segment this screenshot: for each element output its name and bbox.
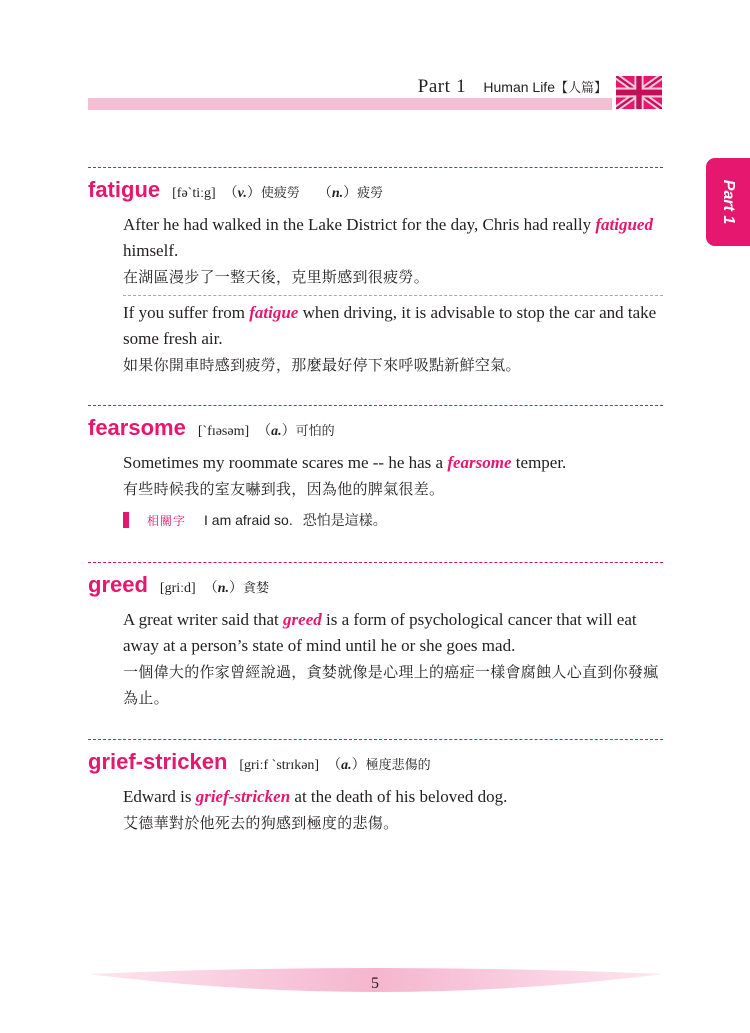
part-of-speech: a. — [271, 424, 282, 439]
page-number: 5 — [371, 975, 379, 992]
example — [123, 212, 663, 290]
section-subtitle: Human Life — [483, 79, 555, 95]
meaning: 極度悲傷的 — [365, 758, 431, 773]
header-bar — [88, 98, 612, 110]
pronunciation: [ˋfɪəsəm] — [197, 424, 250, 439]
pronunciation: [griːd] — [159, 581, 196, 596]
keyword-highlight: fatigued — [595, 215, 653, 234]
running-head — [418, 76, 607, 98]
example — [123, 450, 663, 502]
related-translation: 恐怕是這樣。 — [302, 513, 387, 529]
part-side-tab — [706, 158, 750, 246]
keyword-highlight: grief-stricken — [195, 787, 291, 806]
example-divider — [123, 295, 663, 296]
part-label: Part — [417, 76, 451, 97]
example — [123, 300, 663, 378]
part-number: 1 — [456, 76, 466, 97]
keyword-highlight: greed — [283, 610, 322, 629]
example-sentence-zh: 在湖區漫步了一整天後，克里斯感到很疲勞。 — [123, 268, 430, 286]
pronunciation: [fəˋtiːg] — [172, 186, 216, 201]
example-sentence-en: Edward is grief-stricken at the death of his beloved dog. — [123, 787, 508, 806]
example-sentence-en: If you suffer from fatigue when driving, it is advisable to stop the car and take some fresh air. — [123, 303, 657, 348]
entry-greed — [88, 562, 663, 711]
pronunciation: [griːf ˋstrɪkən] — [239, 758, 320, 773]
meaning: 可怕的 — [295, 424, 335, 439]
entry-grief-stricken — [88, 739, 663, 836]
part-of-speech: v. — [237, 186, 247, 201]
keyword-highlight: fearsome — [447, 453, 512, 472]
headword: greed — [88, 572, 148, 597]
meaning: 貪婪 — [242, 581, 269, 596]
headword: grief-stricken — [88, 749, 228, 774]
meaning: 使疲勞 — [260, 186, 300, 201]
union-jack-flag-icon — [616, 76, 662, 109]
example-sentence-en: A great writer said that greed is a form of psychological cancer that will eat away at a person’s state of mind until he or she goes mad. — [123, 610, 637, 655]
part-of-speech: n. — [331, 186, 344, 201]
example-sentence-zh: 如果你開車時感到疲勞，那麼最好停下來呼吸點新鮮空氣。 — [123, 356, 521, 374]
entry-divider — [88, 167, 663, 168]
example — [123, 607, 663, 711]
entry-headword-row: fearsome [ˋfɪəsəm] （a.）可怕的 — [88, 415, 335, 440]
side-tab-label: Part 1 — [720, 179, 737, 225]
headword: fatigue — [88, 177, 161, 202]
entry-fatigue — [88, 167, 663, 378]
example-sentence-zh: 艾德華對於他死去的狗感到極度的悲傷。 — [123, 814, 399, 832]
related-label: 相關字 — [147, 514, 187, 528]
related-marker — [123, 512, 129, 528]
related-word — [123, 510, 663, 531]
example-sentence-en: Sometimes my roommate scares me -- he has a fearsome temper. — [123, 453, 567, 472]
page-header — [88, 72, 663, 112]
headword: fearsome — [88, 415, 186, 440]
keyword-highlight: fatigue — [249, 303, 299, 322]
related-phrase: I am afraid so. — [204, 512, 293, 528]
example-sentence-en: After he had walked in the Lake District for the day, Chris had really fatigued himself. — [123, 215, 653, 260]
example-sentence-zh: 有些時候我的室友嚇到我，因為他的脾氣很差。 — [123, 480, 445, 498]
example-sentence-zh: 一個偉大的作家曾經說過，貪婪就像是心理上的癌症一樣會腐蝕人心直到你發瘋為止。 — [123, 663, 659, 707]
entry-headword-row: greed [griːd] （n.）貪婪 — [88, 572, 269, 597]
meaning: 疲勞 — [357, 186, 384, 201]
section-bracket: 【人篇】 — [554, 81, 607, 96]
part-of-speech: n. — [217, 581, 229, 596]
entry-headword-row: grief-stricken [griːf ˋstrɪkən] （a.）極度悲傷的 — [88, 749, 431, 774]
entry-headword-row: fatigue [fəˋtiːg] （v.）使疲勞 （n.）疲勞 — [88, 177, 384, 202]
entry-divider — [88, 739, 663, 740]
entry-divider — [88, 562, 663, 563]
example — [123, 784, 663, 836]
entry-divider — [88, 405, 663, 406]
entry-fearsome — [88, 405, 663, 531]
part-of-speech: a. — [341, 758, 352, 773]
